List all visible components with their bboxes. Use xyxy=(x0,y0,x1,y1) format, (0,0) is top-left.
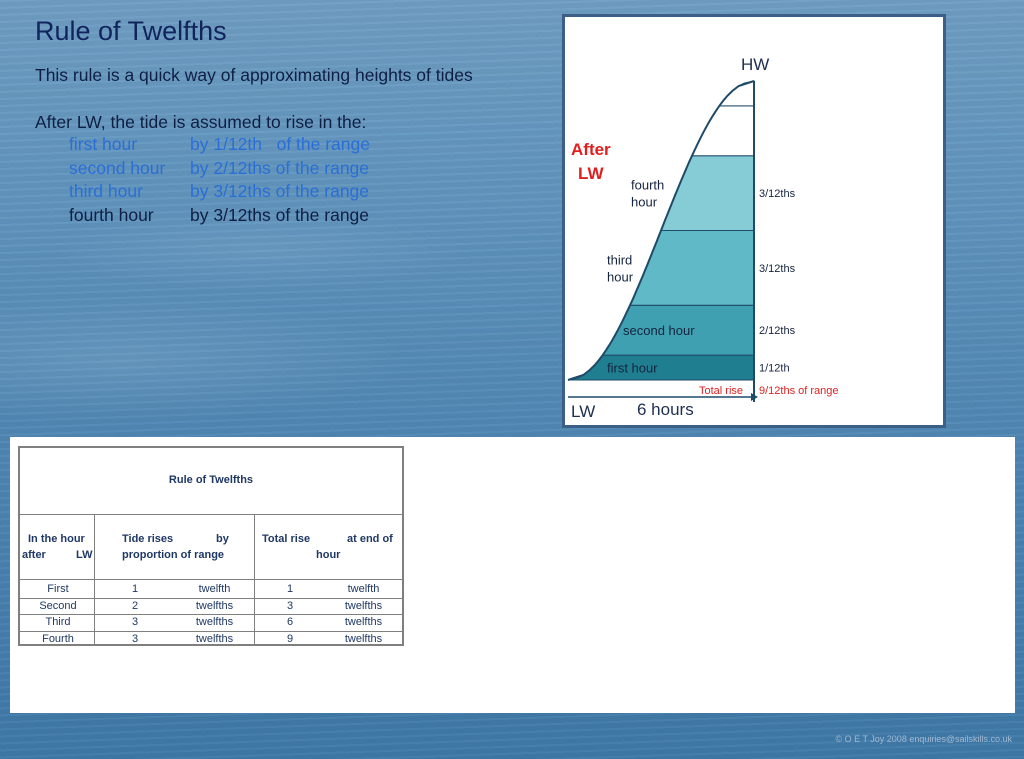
band-label: hour xyxy=(631,194,658,210)
table-row-divider xyxy=(20,598,402,599)
table-cell: 1 xyxy=(286,583,294,595)
table-row-divider xyxy=(20,614,402,615)
tide-diagram xyxy=(562,14,946,428)
table-cell: Third xyxy=(45,616,71,628)
rise-amount: by 3/12ths of the range xyxy=(190,205,370,225)
tide-band-6 xyxy=(719,81,754,106)
table-cell: 3 xyxy=(131,632,139,645)
lw-label: LW xyxy=(571,402,596,421)
table-cell: 6 xyxy=(286,616,294,628)
col-hour-header: In the hour xyxy=(28,533,85,545)
table-cell: 1 xyxy=(131,583,139,595)
twelfths-table xyxy=(18,446,404,646)
band-label: third xyxy=(607,252,633,268)
hw-label: HW xyxy=(741,55,770,74)
table-cell: First xyxy=(47,583,69,595)
col-rise-header: Tide rises xyxy=(122,533,174,545)
col-rise-header: proportion of range xyxy=(122,549,225,561)
rise-hour: second hour xyxy=(69,158,166,178)
duration-label: 6 hours xyxy=(637,400,694,419)
table-cell: twelfths xyxy=(344,632,383,645)
tide-curve-svg xyxy=(565,17,943,425)
table-cell: 3 xyxy=(286,599,294,612)
tide-band-1 xyxy=(568,355,754,380)
rise-hour: fourth hour xyxy=(69,205,154,225)
table-cell: twelfths xyxy=(195,632,234,645)
table-cell: twelfths xyxy=(195,599,234,612)
intro-text: This rule is a quick way of approximating heights of tides xyxy=(35,65,473,85)
total-rise-value: 9/12ths of range xyxy=(759,385,839,397)
table-cell: 2 xyxy=(131,599,139,612)
col-total-header: Total rise xyxy=(262,533,311,545)
band-label: first hour xyxy=(607,360,658,376)
table-cell: twelfths xyxy=(344,616,383,628)
col-hour-header: after xyxy=(22,549,46,561)
tide-band-5 xyxy=(692,106,754,156)
copyright-notice: © O E T Joy 2008 enquiries@sailskills.co.uk xyxy=(835,734,1012,744)
band-label: second hour xyxy=(623,323,695,339)
table-header-divider xyxy=(20,514,402,515)
rise-hour: first hour xyxy=(69,134,138,154)
rise-amount: by 1/12th of the range xyxy=(190,134,370,154)
table-cell: 9 xyxy=(286,632,294,645)
total-rise-label: Total rise xyxy=(699,385,744,397)
table-row-divider xyxy=(20,631,402,632)
band-fraction-label: 2/12ths xyxy=(759,325,796,338)
after-lw-text: After LW, the tide is assumed to rise in the: xyxy=(35,112,367,132)
table-cell: Second xyxy=(39,599,77,612)
after-lw-label: After xyxy=(571,140,611,159)
table-title: Rule of Twelfths xyxy=(168,474,254,486)
tide-band-3 xyxy=(630,231,754,306)
band-fraction-label: 1/12th xyxy=(759,362,790,375)
rise-amount: by 3/12ths of the range xyxy=(190,181,370,201)
slide-title: Rule of Twelfths xyxy=(35,16,227,46)
band-label: fourth xyxy=(631,177,665,193)
col-rise-header: by xyxy=(216,533,229,545)
table-cell: Fourth xyxy=(42,632,74,645)
table-cell: twelfths xyxy=(344,599,383,612)
col-total-header: hour xyxy=(316,549,341,561)
col-total-header: at end of xyxy=(347,533,393,545)
table-cell: twelfth xyxy=(347,583,380,595)
band-fraction-label: 3/12ths xyxy=(759,262,796,275)
band-fraction-label: 3/12ths xyxy=(759,188,796,201)
col-hour-header: LW xyxy=(76,549,93,561)
band-label: hour xyxy=(607,269,634,285)
rise-amount: by 2/12ths of the range xyxy=(190,158,370,178)
after-lw-label: LW xyxy=(578,164,604,183)
table-header-rule xyxy=(20,579,402,580)
table-cell: twelfths xyxy=(195,616,234,628)
rise-hour: third hour xyxy=(69,181,143,201)
table-cell: 3 xyxy=(131,616,139,628)
table-cell: twelfth xyxy=(198,583,231,595)
